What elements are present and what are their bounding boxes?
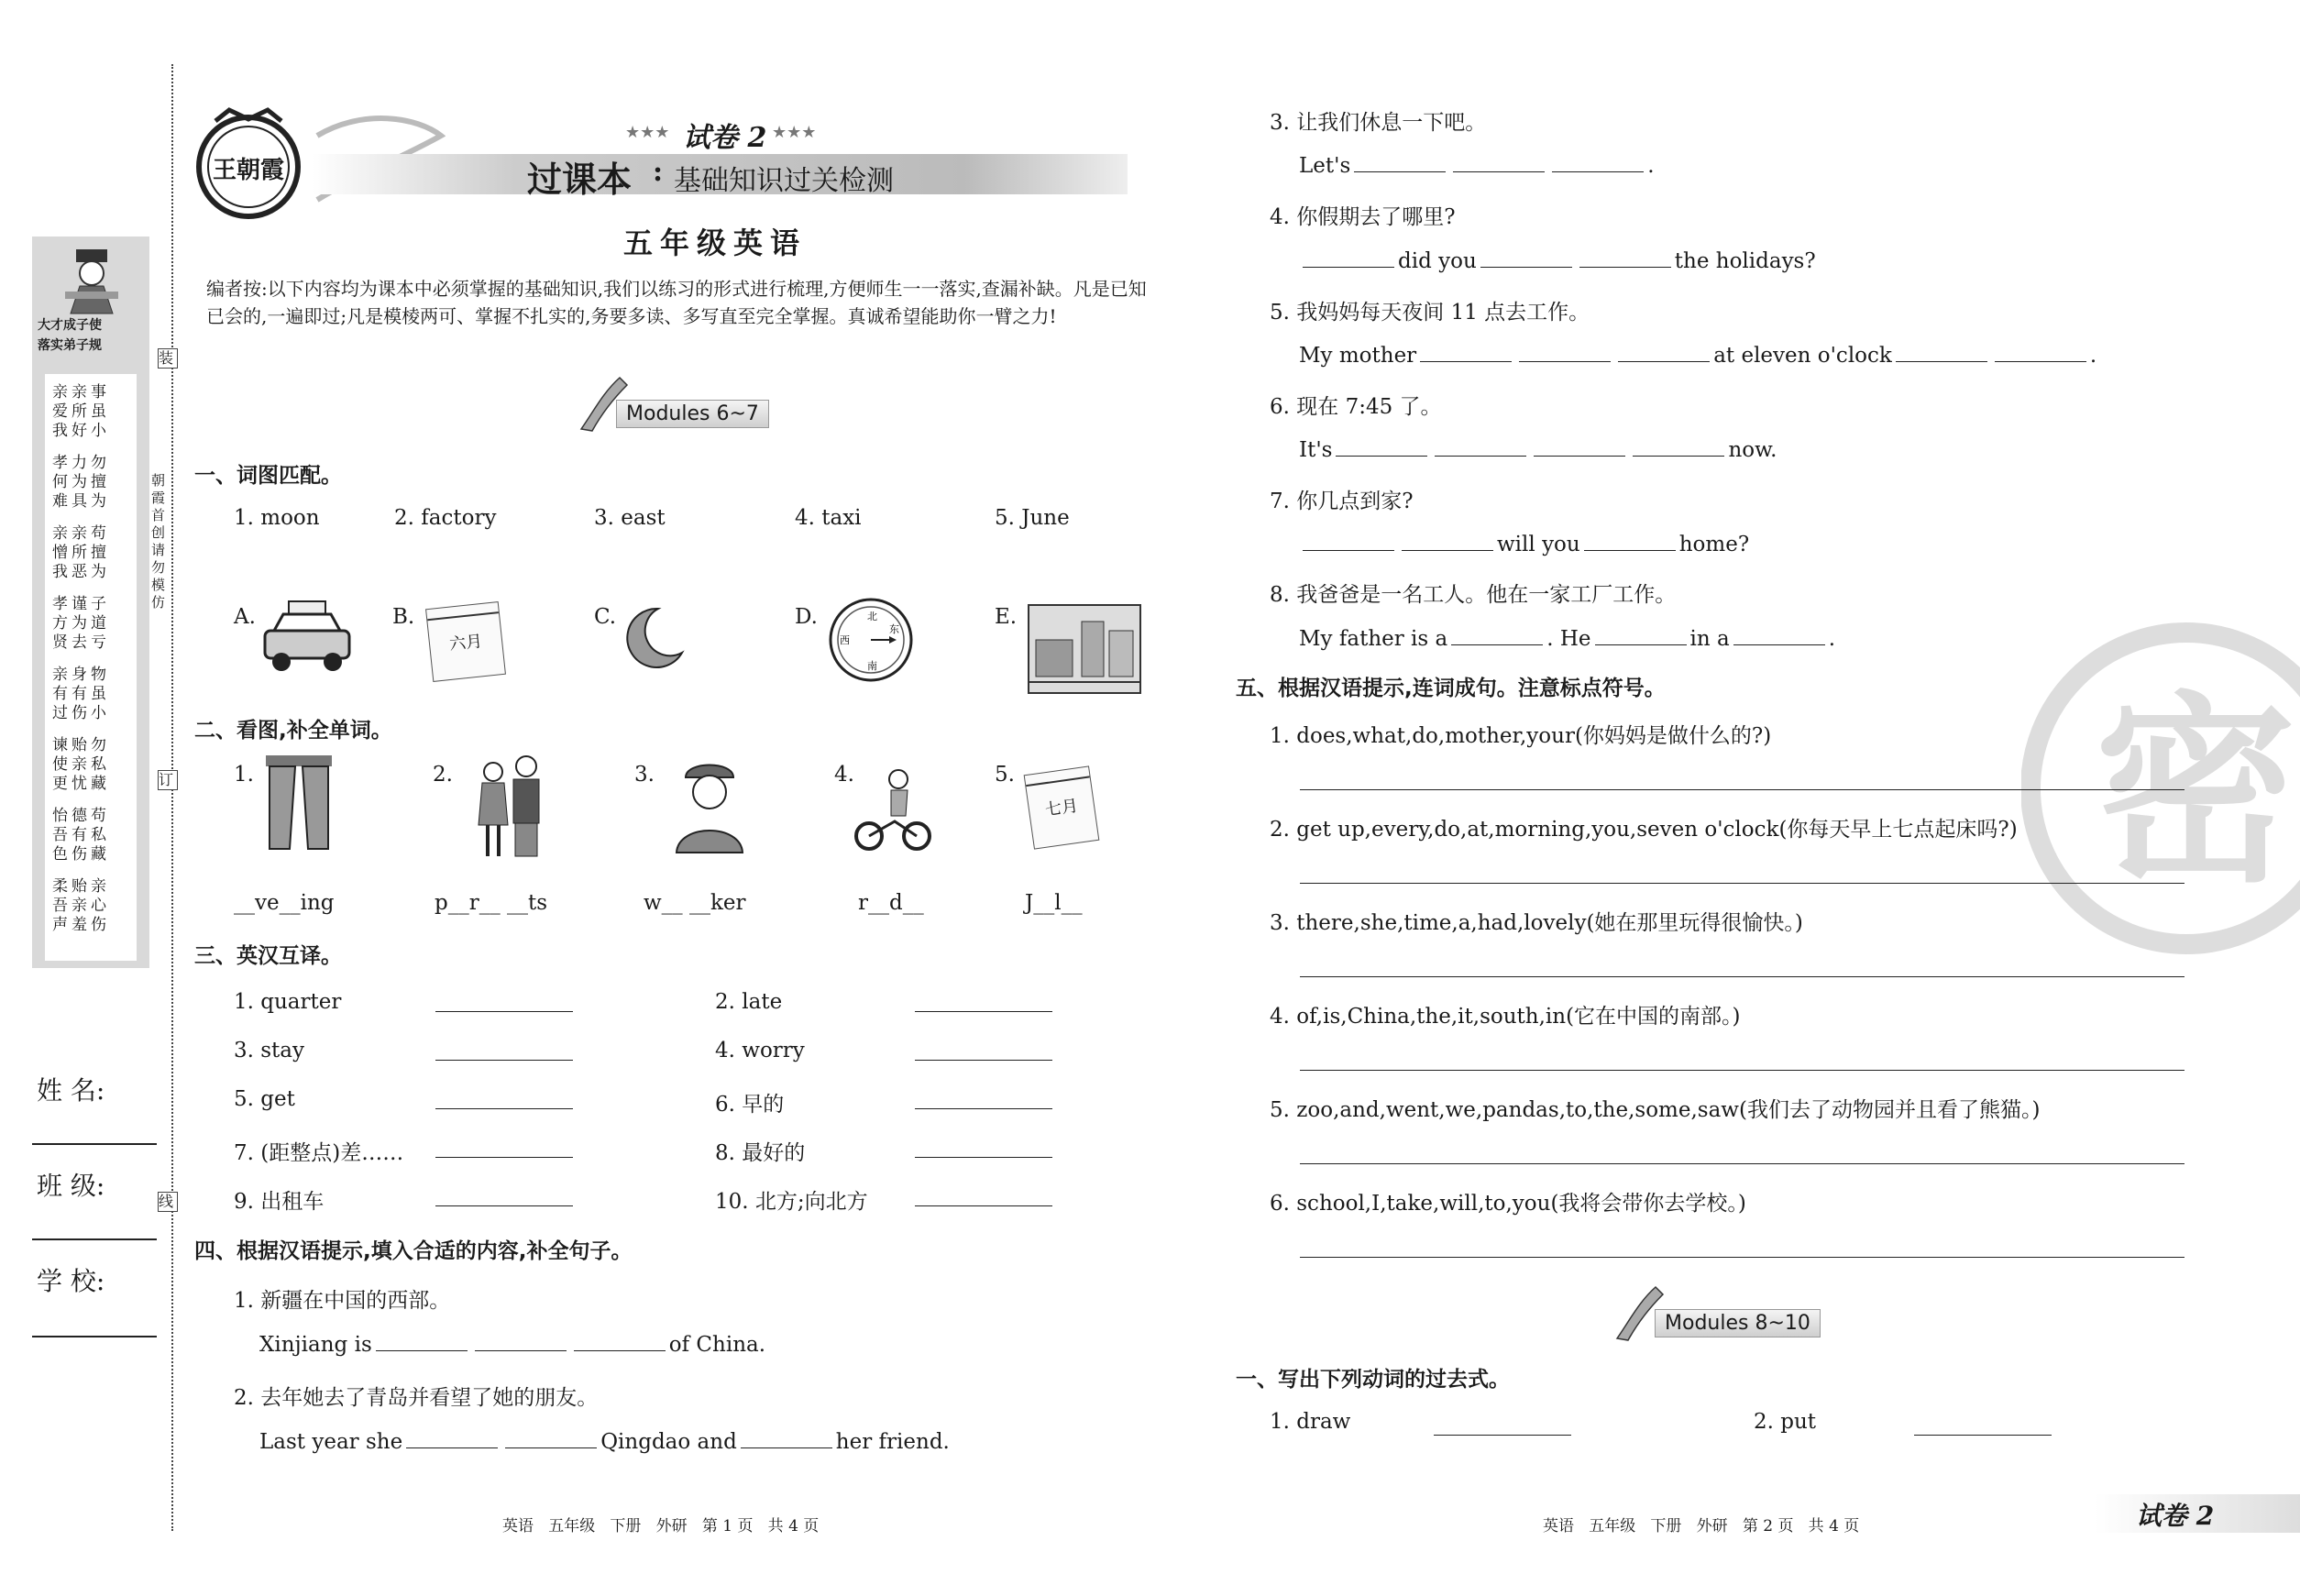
poem-line: 吾亲心 — [52, 897, 110, 915]
answer-line[interactable] — [435, 1156, 573, 1158]
cut-tag: 线 — [158, 1192, 178, 1212]
fill-blank[interactable] — [1633, 455, 1724, 457]
section-title: 一、词图匹配。 — [194, 464, 342, 488]
fill-blank[interactable] — [1354, 171, 1446, 172]
name-label: 姓 名: — [37, 1075, 105, 1106]
sentence-text: Xinjiang is — [259, 1333, 372, 1357]
sidebar-motto: 大才成子使 — [38, 318, 102, 333]
word-blank[interactable]: r__d__ — [858, 891, 924, 915]
sentence-text: My father is a — [1299, 627, 1448, 651]
translate-item: 3. stay — [234, 1039, 305, 1062]
poem-line: 难具为 — [52, 492, 110, 511]
question-cn: 3. 让我们休息一下吧。 — [1270, 111, 1487, 135]
sentence-text: her friend. — [835, 1430, 950, 1454]
page-footer: 英语 五年级 下册 外研 第 2 页 共 4 页 — [1543, 1517, 1860, 1535]
main-title: 过课本 — [527, 160, 633, 200]
fill-blank[interactable] — [1303, 549, 1394, 551]
fill-blank[interactable] — [1453, 171, 1545, 172]
answer-line[interactable] — [435, 1010, 573, 1012]
answer-line[interactable] — [1300, 788, 2184, 790]
moon-icon — [622, 605, 686, 671]
question-cn: 8. 我爸爸是一名工人。他在一家工厂工作。 — [1270, 583, 1677, 607]
word-blank[interactable]: w__ __ker — [644, 891, 746, 915]
sentence-text: Qingdao and — [600, 1430, 737, 1454]
poem-line: 使亲私 — [52, 755, 110, 774]
answer-line[interactable] — [1300, 882, 2184, 884]
scramble-item: 3. there,she,time,a,had,lovely(她在那里玩得很愉快。) — [1270, 911, 1803, 935]
sentence-text: My mother — [1299, 344, 1417, 368]
translate-item: 8. 最好的 — [715, 1141, 806, 1165]
fill-blank[interactable] — [1995, 360, 2086, 362]
question-cn: 4. 你假期去了哪里? — [1270, 205, 1456, 229]
match-word: 4. taxi — [795, 506, 862, 530]
fill-blank[interactable] — [1618, 360, 1710, 362]
sentence-text: It's — [1299, 438, 1333, 462]
translate-item: 1. quarter — [234, 990, 342, 1014]
picture-number: 2. — [433, 763, 453, 787]
scramble-item: 6. school,I,take,will,to,you(我将会带你去学校。) — [1270, 1192, 1746, 1216]
fill-blank[interactable] — [376, 1349, 468, 1351]
answer-line[interactable] — [435, 1205, 573, 1206]
paper-number: 试卷 2 — [683, 122, 767, 154]
fill-blank[interactable] — [1534, 455, 1625, 457]
sentence-text: did you — [1398, 249, 1477, 273]
answer-line[interactable] — [1914, 1434, 2052, 1436]
fill-blank[interactable] — [1733, 644, 1825, 645]
answer-line[interactable] — [1300, 1256, 2184, 1258]
word-blank[interactable]: p__r__ __ts — [435, 891, 548, 915]
worker-icon — [667, 759, 752, 854]
sub-title: 基础知识过关检测 — [674, 165, 894, 197]
fill-blank[interactable] — [574, 1349, 666, 1351]
poem-line: 亲亲苟 — [52, 524, 110, 543]
answer-line[interactable] — [435, 1059, 573, 1061]
sentence-line — [259, 1333, 765, 1357]
answer-line[interactable] — [1300, 975, 2184, 977]
star-decoration: ★★★ — [772, 123, 817, 142]
question-cn: 2. 去年她去了青岛并看望了她的朋友。 — [234, 1386, 599, 1410]
question-cn: 1. 新疆在中国的西部。 — [234, 1289, 451, 1313]
translate-item: 6. 早的 — [715, 1093, 785, 1117]
option-label: D. — [795, 605, 818, 629]
translate-item: 10. 北方;向北方 — [715, 1190, 868, 1214]
sidebar-poem — [52, 383, 110, 948]
fill-blank[interactable] — [1519, 360, 1611, 362]
sidebar-panel — [32, 237, 149, 968]
fill-blank[interactable] — [1552, 171, 1644, 172]
fill-blank[interactable] — [741, 1447, 832, 1448]
poem-line: 贤去亏 — [52, 633, 110, 652]
sentence-text: the holidays? — [1674, 249, 1816, 273]
poem-line: 方为道 — [52, 614, 110, 633]
editor-preface: 编者按:以下内容均为课本中必须掌握的基础知识,我们以练习的形式进行梳理,方便师生一一落实,查漏补缺。凡是已知已会的,一遍即过;凡是模棱两可、掌握不扎实的,务要多读、多写直至完全掌握。真诚希望能助你一臂之力! — [206, 278, 1147, 327]
fill-blank[interactable] — [475, 1349, 567, 1351]
answer-line[interactable] — [915, 1205, 1052, 1206]
class-label: 班 级: — [37, 1171, 105, 1201]
answer-line[interactable] — [915, 1010, 1052, 1012]
option-label: B. — [392, 605, 415, 629]
translate-item: 4. worry — [715, 1039, 805, 1062]
compass-south-label: 南 — [867, 660, 877, 672]
match-word: 1. moon — [234, 506, 320, 530]
page-footer: 英语 五年级 下册 外研 第 1 页 共 4 页 — [502, 1517, 820, 1535]
fill-blank[interactable] — [1584, 549, 1676, 551]
scholar-figure-icon — [60, 244, 124, 315]
modules-tag: Modules 6~7 — [616, 400, 769, 428]
verb-item: 1. draw — [1270, 1410, 1351, 1434]
scramble-item: 5. zoo,and,went,we,pandas,to,the,some,saw(我们去了动物园并且看了熊猫。) — [1270, 1098, 2041, 1122]
sentence-line: My father is a . He in a . — [1299, 627, 1836, 651]
poem-line: 孝力勿 — [52, 454, 110, 472]
poem-line: 爱所虽 — [52, 402, 110, 421]
poem-line: 声羞伤 — [52, 916, 110, 934]
scramble-item: 1. does,what,do,mother,your(你妈妈是做什么的?) — [1270, 724, 1772, 748]
section-title: 一、写出下列动词的过去式。 — [1236, 1368, 1510, 1392]
poem-line: 憎所擅 — [52, 544, 110, 562]
answer-line[interactable] — [915, 1059, 1052, 1061]
sentence-text: . He — [1546, 627, 1591, 651]
sentence-text: in a — [1689, 627, 1730, 651]
fill-blank[interactable] — [1595, 644, 1687, 645]
cut-line — [171, 64, 173, 1531]
sentence-text: now. — [1728, 438, 1777, 462]
answer-line[interactable] — [435, 1107, 573, 1109]
option-label: C. — [594, 605, 617, 629]
option-label: E. — [995, 605, 1018, 629]
section-title: 三、英汉互译。 — [194, 944, 342, 968]
verb-item: 2. put — [1754, 1410, 1817, 1434]
sentence-text: home? — [1678, 533, 1750, 556]
star-decoration: ★★★ — [625, 123, 670, 142]
calendar-month: 七月 — [1043, 796, 1080, 820]
sentence-line: Let's . — [1299, 154, 1655, 178]
sentence-line — [1299, 438, 1777, 462]
school-label: 学 校: — [37, 1266, 105, 1296]
poem-line: 亲亲事 — [52, 383, 110, 402]
match-word: 5. June — [995, 506, 1070, 530]
fill-blank[interactable] — [1896, 360, 1987, 362]
section-title: 二、看图,补全单词。 — [194, 719, 392, 743]
word-blank[interactable]: J__l__ — [1025, 891, 1083, 915]
fill-blank[interactable] — [1435, 455, 1526, 457]
curtains-icon — [264, 754, 334, 853]
picture-number: 3. — [634, 763, 655, 787]
poem-line: 有有虽 — [52, 685, 110, 703]
question-cn: 6. 现在 7:45 了。 — [1270, 395, 1442, 419]
fill-blank[interactable] — [1579, 266, 1671, 268]
poem-line: 我恶为 — [52, 563, 110, 581]
picture-number: 5. — [995, 763, 1015, 787]
poem-line: 柔贻亲 — [52, 877, 110, 896]
fill-blank[interactable] — [505, 1447, 597, 1448]
corner-paper-tag: 试卷 2 — [2136, 1501, 2215, 1531]
translate-item: 2. late — [715, 990, 783, 1014]
fill-blank[interactable] — [1402, 549, 1493, 551]
name-input-line[interactable] — [32, 1142, 157, 1145]
grade-title: 五年级英语 — [623, 226, 808, 260]
scramble-item: 2. get up,every,do,at,morning,you,seven o'clock(你每天早上七点起床吗?) — [1270, 818, 2018, 842]
sentence-text: Let's — [1299, 154, 1351, 178]
option-label: A. — [234, 605, 256, 629]
translate-item: 9. 出租车 — [234, 1190, 325, 1214]
poem-line: 孝谨子 — [52, 595, 110, 613]
calendar-icon — [1024, 765, 1100, 849]
poem-line: 过伤小 — [52, 704, 110, 722]
sentence-text: of China. — [668, 1333, 766, 1357]
calendar-month: 六月 — [448, 632, 484, 655]
sentence-line: My mother at eleven o'clock . — [1299, 344, 2097, 368]
brand-logo-text: 王朝霞 — [213, 157, 285, 184]
parents-icon — [468, 752, 552, 860]
picture-number: 1. — [234, 763, 254, 787]
fill-blank[interactable] — [1480, 266, 1572, 268]
sentence-line — [259, 1430, 950, 1454]
poem-line: 吾有私 — [52, 826, 110, 844]
picture-number: 4. — [834, 763, 854, 787]
poem-line: 更忧藏 — [52, 775, 110, 793]
translate-item: 5. get — [234, 1087, 295, 1111]
word-blank[interactable]: __ve__ing — [234, 891, 335, 915]
cut-tag: 装 — [158, 348, 178, 369]
compass-west-label: 西 — [840, 634, 850, 646]
poem-line: 色伤藏 — [52, 845, 110, 864]
sentence-text: at eleven o'clock — [1713, 344, 1892, 368]
match-word: 2. factory — [394, 506, 497, 530]
class-input-line[interactable] — [32, 1238, 157, 1240]
sentence-line — [1299, 249, 1816, 273]
cyclist-icon — [854, 766, 933, 856]
compass-icon — [827, 596, 915, 684]
school-input-line[interactable] — [32, 1335, 157, 1337]
copyright-note: 朝霞首创 请勿模仿 — [151, 472, 166, 611]
translate-item: 7. (距整点)差…… — [234, 1141, 404, 1165]
answer-line[interactable] — [1434, 1434, 1571, 1436]
modules-tag: Modules 8~10 — [1655, 1309, 1821, 1337]
poem-line: 我好小 — [52, 422, 110, 440]
compass-north-label: 北 — [867, 611, 877, 622]
answer-line[interactable] — [1300, 1162, 2184, 1164]
title-colon: : — [653, 156, 664, 188]
compass-east-label: 东 — [889, 623, 899, 635]
answer-line[interactable] — [1300, 1069, 2184, 1071]
question-cn: 7. 你几点到家? — [1270, 490, 1414, 513]
cut-tag: 订 — [158, 770, 178, 790]
sidebar-motto: 落实弟子规 — [38, 338, 102, 353]
scramble-item: 4. of,is,China,the,it,south,in(它在中国的南部。) — [1270, 1005, 1741, 1029]
calendar-icon — [425, 601, 506, 682]
factory-icon — [1027, 603, 1142, 695]
taxi-icon — [261, 598, 353, 678]
fill-blank[interactable] — [1336, 455, 1427, 457]
fill-blank[interactable] — [1303, 266, 1394, 268]
sentence-text: Last year she — [259, 1430, 403, 1454]
sentence-line — [1299, 533, 1749, 556]
answer-line[interactable] — [915, 1156, 1052, 1158]
watermark-text: 密 — [2095, 672, 2297, 909]
fill-blank[interactable] — [1451, 644, 1543, 645]
answer-line[interactable] — [915, 1107, 1052, 1109]
section-title: 五、根据汉语提示,连词成句。注意标点符号。 — [1236, 677, 1666, 700]
question-cn: 5. 我妈妈每天夜间 11 点去工作。 — [1270, 301, 1590, 325]
poem-line: 何为擅 — [52, 473, 110, 491]
match-word: 3. east — [594, 506, 666, 530]
fill-blank[interactable] — [406, 1447, 498, 1448]
poem-line: 谏贻勿 — [52, 736, 110, 754]
poem-line: 亲身物 — [52, 666, 110, 684]
section-title: 四、根据汉语提示,填入合适的内容,补全句子。 — [194, 1239, 633, 1263]
poem-line: 怡德苟 — [52, 807, 110, 825]
sentence-text: will you — [1497, 533, 1580, 556]
fill-blank[interactable] — [1420, 360, 1512, 362]
